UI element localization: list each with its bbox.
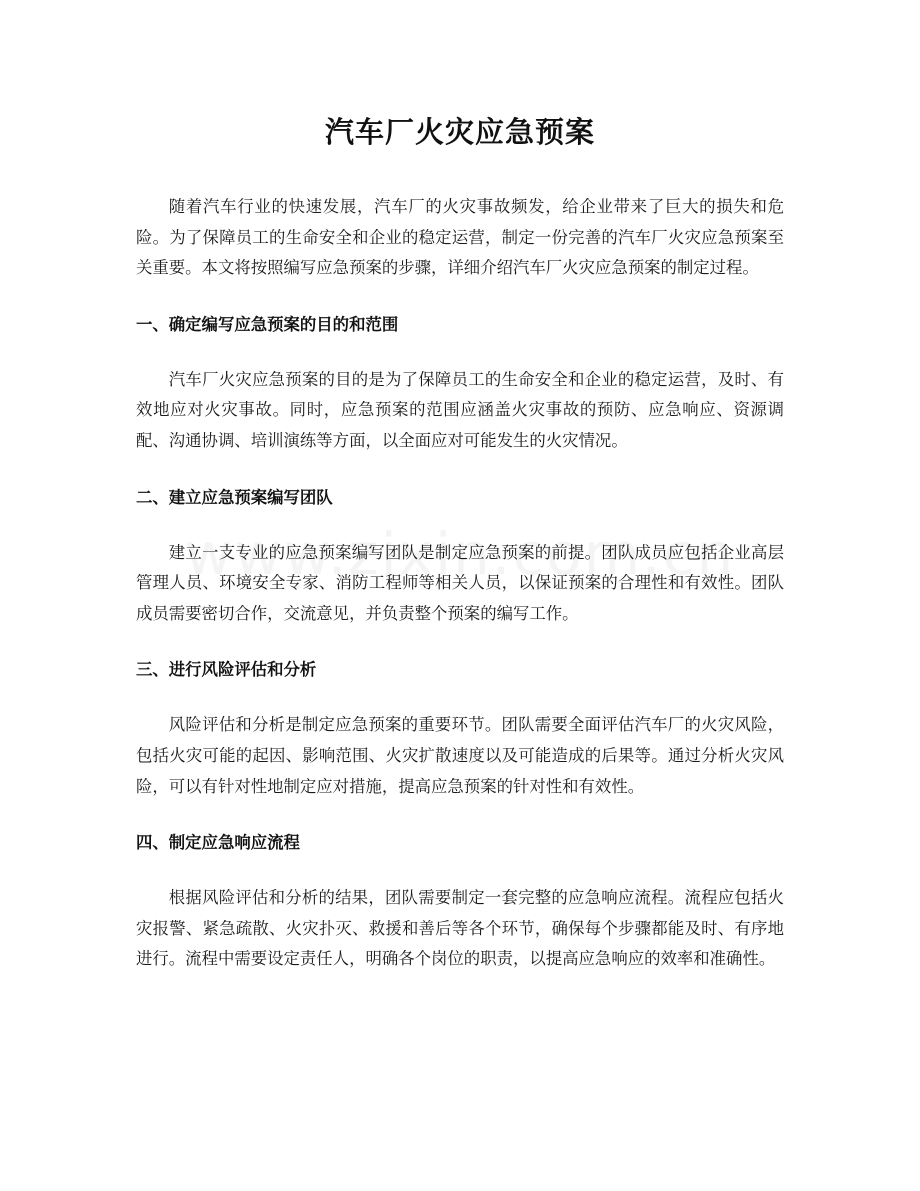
section-body-4: 根据风险评估和分析的结果，团队需要制定一套完整的应急响应流程。流程应包括火灾报警、紧急疏散、火灾扑灭、救援和善后等各个环节，确保每个步骤都能及时、有序地进行。流程中需要设定责任人，明确各个岗位的职责，以提高应急响应的效率和准确性。: [136, 888, 784, 969]
section-heading-1: 一、确定编写应急预案的目的和范围: [136, 314, 399, 334]
section-heading-2: 二、建立应急预案编写团队: [136, 487, 333, 507]
intro-paragraph: 随着汽车行业的快速发展，汽车厂的火灾事故频发，给企业带来了巨大的损失和危险。为了保障员工的生命安全和企业的稳定运营，制定一份完善的汽车厂火灾应急预案至关重要。本文将按照编写应急预案的步骤，详细介绍汽车厂火灾应急预案的制定过程。: [136, 197, 784, 278]
section-heading-4: 四、制定应急响应流程: [136, 833, 300, 853]
section-body-2: 建立一支专业的应急预案编写团队是制定应急预案的前提。团队成员应包括企业高层管理人员、环境安全专家、消防工程师等相关人员，以保证预案的合理性和有效性。团队成员需要密切合作，交流意见，并负责整个预案的编写工作。: [136, 542, 784, 623]
section-body-3: 风险评估和分析是制定应急预案的重要环节。团队需要全面评估汽车厂的火灾风险，包括火灾可能的起因、影响范围、火灾扩散速度以及可能造成的后果等。通过分析火灾风险，可以有针对性地制定应对措施，提高应急预案的针对性和有效性。: [136, 715, 784, 796]
section-heading-3: 三、进行风险评估和分析: [136, 660, 317, 680]
section-body-1: 汽车厂火灾应急预案的目的是为了保障员工的生命安全和企业的稳定运营，及时、有效地应对火灾事故。同时，应急预案的范围应涵盖火灾事故的预防、应急响应、资源调配、沟通协调、培训演练等方面，以全面应对可能发生的火灾情况。: [136, 369, 784, 450]
document-title: 汽车厂火灾应急预案: [324, 115, 595, 149]
